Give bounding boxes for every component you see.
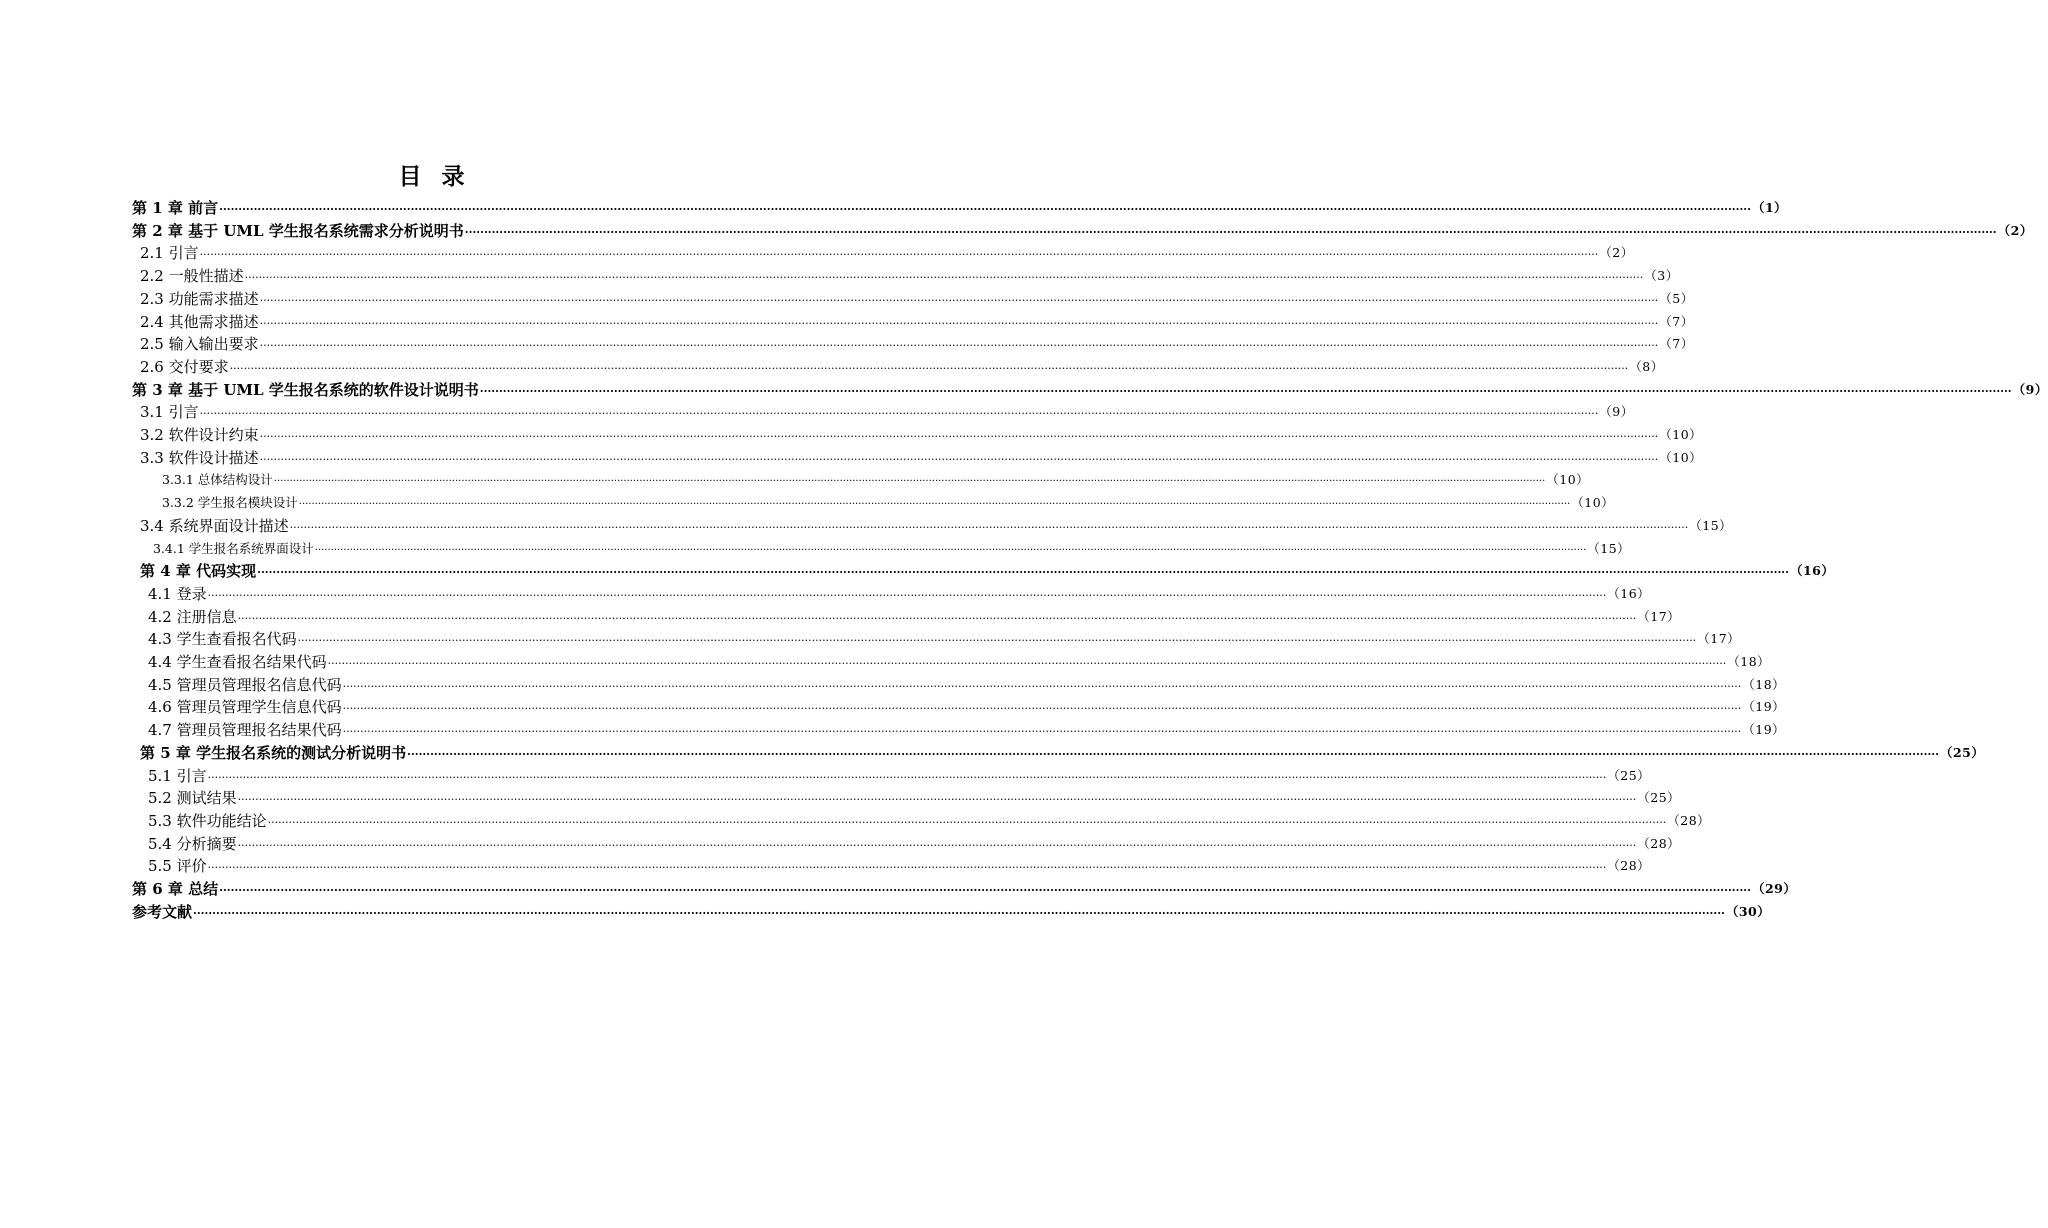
toc-title: 目 录 <box>398 163 471 190</box>
toc-leader-dots: ················································································································································································································································································································································································································ <box>219 884 1751 897</box>
toc-entry-label: 5.1 引言 <box>148 766 207 785</box>
toc-leader-dots: ················································································································································································································································································································································································································ <box>199 248 1599 262</box>
toc-entry[interactable] <box>132 378 2048 400</box>
toc-entry-label: 第 5 章 学生报名系统的测试分析说明书 <box>140 743 407 762</box>
toc-entry[interactable] <box>148 582 1651 604</box>
toc-leader-dots: ················································································································································································································································································································································································································ <box>479 384 2012 398</box>
toc-entry-label: 5.5 评价 <box>148 857 207 876</box>
toc-entry-label: 4.7 管理员管理报名结果代码 <box>148 721 342 740</box>
toc-entry-label: 3.2 软件设计约束 <box>140 426 259 444</box>
toc-leader-dots: ················································································································································································································································································································································································································ <box>257 566 1789 580</box>
toc-entry-page: （9） <box>1599 404 1634 420</box>
toc-entry-label: 5.4 分析摘要 <box>148 834 237 853</box>
toc-leader-dots: ················································································································································································································································································································································································································ <box>259 430 1659 443</box>
toc-entry[interactable] <box>140 241 1634 263</box>
toc-entry[interactable] <box>132 196 1788 218</box>
toc-leader-dots: ················································································································································································································································································································································································································ <box>237 838 1637 852</box>
toc-entry-page: （28） <box>1637 835 1681 851</box>
toc-entry-page: （10） <box>1659 449 1703 465</box>
toc-entry-page: （25） <box>1939 744 1985 760</box>
toc-entry-label: 2.6 交付要求 <box>140 357 229 376</box>
toc-leader-dots: ················································································································································································································································································································································································································ <box>464 225 1997 239</box>
toc-leader-dots: ················································································································································································································································································································································································································ <box>219 203 1751 216</box>
toc-entry[interactable] <box>162 491 1615 513</box>
toc-entry-page: （28） <box>1607 858 1651 874</box>
toc-entry-label: 5.3 软件功能结论 <box>148 811 267 830</box>
toc-entry-page: （16） <box>1789 563 1835 579</box>
toc-leader-dots: ················································································································································································································································································································································································································ <box>207 861 1607 875</box>
toc-entry-page: （15） <box>1689 517 1733 533</box>
toc-entry-page: （2） <box>1599 245 1634 261</box>
toc-entry[interactable] <box>148 718 1786 740</box>
toc-entry[interactable] <box>148 832 1681 854</box>
toc-leader-dots: ················································································································································································································································································································································································································ <box>259 316 1659 330</box>
toc-entry-page: （8） <box>1629 358 1664 374</box>
toc-entry[interactable] <box>140 446 1703 468</box>
toc-entry-label: 4.4 学生查看报名结果代码 <box>148 653 327 671</box>
toc-entry-label: 3.4.1 学生报名系统界面设计 <box>153 540 314 556</box>
toc-leader-dots: ················································································································································································································································································································································································································ <box>297 634 1697 648</box>
toc-entry[interactable] <box>132 219 2033 241</box>
toc-entry-page: （10） <box>1571 495 1615 511</box>
toc-entry-label: 5.2 测试结果 <box>148 789 237 808</box>
toc-leader-dots: ················································································································································································································································································································································································································ <box>207 588 1607 602</box>
toc-leader-dots: ················································································································································································································································································································································································································ <box>267 815 1667 829</box>
toc-entry-label: 3.4 系统界面设计描述 <box>140 516 289 535</box>
toc-leader-dots: ················································································································································································································································································································································································································ <box>259 293 1659 307</box>
toc-entry-label: 第 1 章 前言 <box>132 199 219 217</box>
toc-leader-dots: ················································································································································································································································································································································································································ <box>314 544 1587 556</box>
toc-leader-dots: ················································································································································································································································································································································································································ <box>244 271 1644 285</box>
toc-entry-label: 3.3 软件设计描述 <box>140 448 259 467</box>
toc-leader-dots: ················································································································································································································································································································································································································ <box>342 679 1742 693</box>
toc-entry-label: 4.2 注册信息 <box>148 607 237 626</box>
toc-entry[interactable] <box>148 764 1651 786</box>
toc-entry-page: （19） <box>1742 699 1786 715</box>
toc-entry-label: 第 3 章 基于 UML 学生报名系统的软件设计说明书 <box>132 380 479 399</box>
toc-entry-label: 2.2 一般性描述 <box>140 267 244 286</box>
toc-entry-page: （15） <box>1587 540 1631 556</box>
toc-entry-label: 参考文献 <box>132 902 193 921</box>
toc-entry-page: （25） <box>1607 767 1651 783</box>
toc-entry-label: 2.3 功能需求描述 <box>140 289 259 308</box>
toc-entry-page: （29） <box>1751 881 1797 896</box>
toc-entry[interactable] <box>140 310 1694 332</box>
toc-entry[interactable] <box>148 673 1786 695</box>
toc-entry-page: （10） <box>1659 427 1703 442</box>
toc-entry-page: （19） <box>1742 722 1786 738</box>
toc-entry-page: （16） <box>1607 585 1651 601</box>
toc-entry[interactable] <box>140 355 1664 377</box>
toc-entry[interactable] <box>140 423 1703 445</box>
toc-leader-dots: ················································································································································································································································································································································································································ <box>193 906 1725 920</box>
toc-entry-page: （3） <box>1644 268 1679 284</box>
toc-entry[interactable] <box>140 332 1694 354</box>
toc-entry-page: （7） <box>1659 313 1694 329</box>
toc-entry-label: 4.6 管理员管理学生信息代码 <box>148 698 342 717</box>
toc-entry-page: （1） <box>1751 200 1788 215</box>
toc-entry-label: 3.3.1 总体结构设计 <box>162 472 273 488</box>
toc-leader-dots: ················································································································································································································································································································································································································ <box>259 452 1659 466</box>
toc-leader-dots: ················································································································································································································································································································································································································ <box>327 657 1727 670</box>
toc-leader-dots: ················································································································································································································································································································································································································ <box>273 476 1546 488</box>
toc-entry-label: 3.3.2 学生报名模块设计 <box>162 495 298 511</box>
toc-entry-page: （30） <box>1725 903 1771 919</box>
toc-entry-page: （10） <box>1546 472 1590 488</box>
toc-entry-page: （18） <box>1742 676 1786 692</box>
toc-entry-label: 2.1 引言 <box>140 244 199 263</box>
toc-leader-dots: ················································································································································································································································································································································································································ <box>237 611 1637 625</box>
toc-entry-label: 4.5 管理员管理报名信息代码 <box>148 675 342 694</box>
toc-entry[interactable] <box>140 514 1733 536</box>
toc-entry-page: （18） <box>1727 654 1771 669</box>
toc-entry[interactable] <box>140 287 1694 309</box>
toc-entry[interactable] <box>132 900 1771 922</box>
toc-leader-dots: ················································································································································································································································································································································································································ <box>259 339 1659 353</box>
toc-entry[interactable] <box>148 605 1681 627</box>
toc-entry[interactable] <box>148 695 1786 717</box>
toc-leader-dots: ················································································································································································································································································································································································································ <box>407 747 1939 761</box>
toc-entry[interactable] <box>153 537 1631 559</box>
toc-entry[interactable] <box>148 786 1681 808</box>
toc-entry[interactable] <box>148 650 1771 672</box>
toc-entry-page: （28） <box>1667 812 1711 828</box>
toc-entry-page: （9） <box>2012 381 2048 397</box>
toc-entry-label: 2.4 其他需求描述 <box>140 312 259 331</box>
toc-entry-label: 第 2 章 基于 UML 学生报名系统需求分析说明书 <box>132 221 464 240</box>
toc-entry-page: （2） <box>1997 222 2033 238</box>
toc-entry-page: （5） <box>1659 290 1694 306</box>
toc-entry[interactable] <box>148 854 1651 876</box>
toc-entry-label: 2.5 输入输出要求 <box>140 335 259 354</box>
toc-leader-dots: ················································································································································································································································································································································································································ <box>207 770 1607 784</box>
toc-entry-page: （17） <box>1697 631 1741 647</box>
toc-entry-label: 第 6 章 总结 <box>132 880 219 898</box>
toc-entry-label: 4.3 学生查看报名代码 <box>148 630 297 649</box>
toc-entry[interactable] <box>140 400 1634 422</box>
toc-leader-dots: ················································································································································································································································································································································································································ <box>229 361 1629 375</box>
toc-leader-dots: ················································································································································································································································································································································································································ <box>342 725 1742 739</box>
toc-leader-dots: ················································································································································································································································································································································································································ <box>199 407 1599 421</box>
toc-entry-page: （25） <box>1637 790 1681 806</box>
toc-leader-dots: ················································································································································································································································································································································································································ <box>342 702 1742 716</box>
toc-entry-label: 第 4 章 代码实现 <box>140 562 257 581</box>
toc-entry[interactable] <box>140 741 1985 763</box>
toc-leader-dots: ················································································································································································································································································································································································································ <box>298 499 1571 511</box>
toc-entry-page: （7） <box>1659 336 1694 352</box>
toc-entry[interactable] <box>140 264 1679 286</box>
toc-entry[interactable] <box>162 468 1590 490</box>
toc-entry-label: 4.1 登录 <box>148 584 207 603</box>
toc-entry[interactable] <box>148 809 1711 831</box>
toc-entry[interactable] <box>132 877 1797 899</box>
toc-entry[interactable] <box>148 627 1741 649</box>
toc-leader-dots: ················································································································································································································································································································································································································ <box>289 520 1689 534</box>
toc-entry[interactable] <box>140 559 1835 581</box>
toc-entry-page: （17） <box>1637 608 1681 624</box>
toc-entry-label: 3.1 引言 <box>140 403 199 422</box>
toc-leader-dots: ················································································································································································································································································································································································································ <box>237 793 1637 807</box>
